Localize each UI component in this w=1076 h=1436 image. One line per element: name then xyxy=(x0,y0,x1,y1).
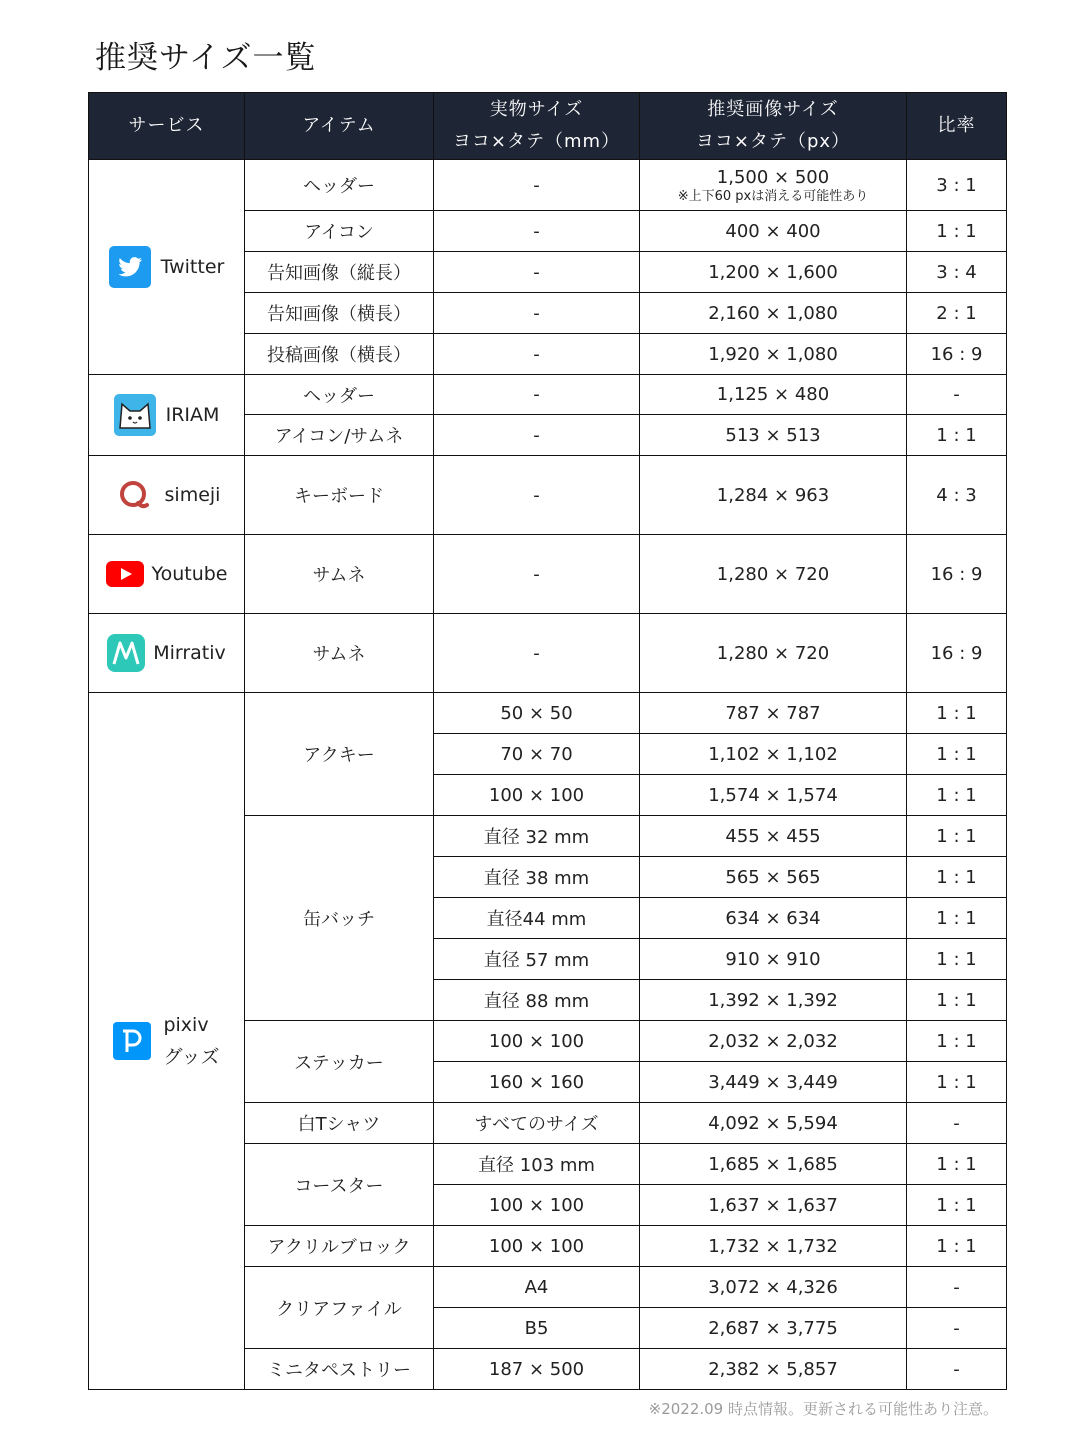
px-size-cell: 1,200 × 1,600 xyxy=(640,252,907,293)
item-cell: 缶バッチ xyxy=(245,816,434,1021)
actual-size-cell: 187 × 500 xyxy=(434,1349,640,1390)
table-row xyxy=(89,375,1007,415)
item-cell: アクリルブロック xyxy=(245,1226,434,1267)
px-size-cell xyxy=(640,160,907,211)
px-size-cell: 513 × 513 xyxy=(640,415,907,456)
px-size-cell: 3,072 × 4,326 xyxy=(640,1267,907,1308)
px-size-cell: 1,102 × 1,102 xyxy=(640,734,907,775)
header-recommended-line2: ヨコ×タテ（px） xyxy=(695,131,851,152)
table-row xyxy=(89,693,1007,734)
px-size-cell: 1,125 × 480 xyxy=(640,375,907,415)
header-recommended-line1: 推奨画像サイズ xyxy=(707,99,839,120)
actual-size-cell: 50 × 50 xyxy=(434,693,640,734)
px-size-cell: 1,280 × 720 xyxy=(640,535,907,614)
header-service: サービス xyxy=(89,93,245,160)
ratio-cell: 1 : 1 xyxy=(907,857,1007,898)
px-size-cell: 910 × 910 xyxy=(640,939,907,980)
ratio-cell: 4 : 3 xyxy=(907,456,1007,535)
table-row xyxy=(89,160,1007,211)
ratio-cell: 1 : 1 xyxy=(907,898,1007,939)
ratio-cell: 1 : 1 xyxy=(907,211,1007,252)
actual-size-cell: 直径 88 mm xyxy=(434,980,640,1021)
ratio-cell: 1 : 1 xyxy=(907,775,1007,816)
service-name-iriam: IRIAM xyxy=(165,404,220,426)
ratio-cell: 1 : 1 xyxy=(907,734,1007,775)
footer-note: ※2022.09 時点情報。更新される可能性あり注意。 xyxy=(648,1400,998,1418)
actual-size-cell: - xyxy=(434,334,640,375)
px-size-cell: 4,092 × 5,594 xyxy=(640,1103,907,1144)
actual-size-cell: すべてのサイズ xyxy=(434,1103,640,1144)
table-row xyxy=(89,456,1007,535)
ratio-cell: - xyxy=(907,1308,1007,1349)
service-name-pixiv xyxy=(163,1009,219,1073)
ratio-cell: 3 : 4 xyxy=(907,252,1007,293)
item-cell: ミニタペストリー xyxy=(245,1349,434,1390)
px-size-cell: 787 × 787 xyxy=(640,693,907,734)
header-item: アイテム xyxy=(245,93,434,160)
ratio-cell: - xyxy=(907,375,1007,415)
actual-size-cell: 直径 38 mm xyxy=(434,857,640,898)
px-size-cell: 2,687 × 3,775 xyxy=(640,1308,907,1349)
px-size-value: 1,500 × 500 xyxy=(716,166,830,188)
px-size-cell: 1,574 × 1,574 xyxy=(640,775,907,816)
mirrativ-m-icon xyxy=(107,634,145,672)
twitter-bird-icon xyxy=(109,246,151,288)
px-size-cell: 1,392 × 1,392 xyxy=(640,980,907,1021)
service-cell-mirrativ xyxy=(89,614,245,693)
ratio-cell: 1 : 1 xyxy=(907,1185,1007,1226)
px-size-cell: 1,280 × 720 xyxy=(640,614,907,693)
ratio-cell: 1 : 1 xyxy=(907,1062,1007,1103)
header-actual-line2: ヨコ×タテ（mm） xyxy=(452,131,621,152)
px-size-cell: 1,920 × 1,080 xyxy=(640,334,907,375)
header-actual-size xyxy=(434,93,640,160)
header-actual-line1: 実物サイズ xyxy=(489,99,584,120)
item-cell: サムネ xyxy=(245,614,434,693)
service-cell-twitter xyxy=(89,160,245,375)
px-size-cell: 634 × 634 xyxy=(640,898,907,939)
ratio-cell: 16 : 9 xyxy=(907,614,1007,693)
actual-size-cell: - xyxy=(434,160,640,211)
youtube-play-icon xyxy=(106,561,144,587)
item-cell: クリアファイル xyxy=(245,1267,434,1349)
item-cell: ヘッダー xyxy=(245,160,434,211)
item-cell: アイコン xyxy=(245,211,434,252)
ratio-cell: 16 : 9 xyxy=(907,334,1007,375)
item-cell: キーボード xyxy=(245,456,434,535)
actual-size-cell: 100 × 100 xyxy=(434,1226,640,1267)
service-name-pixiv-line1: pixiv xyxy=(163,1014,209,1036)
px-size-cell: 1,685 × 1,685 xyxy=(640,1144,907,1185)
ratio-cell: - xyxy=(907,1267,1007,1308)
item-cell: ヘッダー xyxy=(245,375,434,415)
ratio-cell: 1 : 1 xyxy=(907,980,1007,1021)
actual-size-cell: 100 × 100 xyxy=(434,1021,640,1062)
service-name-youtube: Youtube xyxy=(151,563,228,585)
ratio-cell: 2 : 1 xyxy=(907,293,1007,334)
item-cell: 白Tシャツ xyxy=(245,1103,434,1144)
actual-size-cell: B5 xyxy=(434,1308,640,1349)
actual-size-cell: 160 × 160 xyxy=(434,1062,640,1103)
actual-size-cell: - xyxy=(434,614,640,693)
header-ratio: 比率 xyxy=(907,93,1007,160)
table-row xyxy=(89,535,1007,614)
ratio-cell: 16 : 9 xyxy=(907,535,1007,614)
ratio-cell: 1 : 1 xyxy=(907,939,1007,980)
ratio-cell: - xyxy=(907,1349,1007,1390)
actual-size-cell: 70 × 70 xyxy=(434,734,640,775)
px-size-cell: 2,032 × 2,032 xyxy=(640,1021,907,1062)
px-size-cell: 1,284 × 963 xyxy=(640,456,907,535)
simeji-q-icon xyxy=(113,474,155,516)
px-size-cell: 2,382 × 5,857 xyxy=(640,1349,907,1390)
actual-size-cell: 直径 57 mm xyxy=(434,939,640,980)
service-name-mirrativ: Mirrativ xyxy=(153,642,226,664)
table-header-row xyxy=(89,93,1007,160)
ratio-cell: 1 : 1 xyxy=(907,1144,1007,1185)
actual-size-cell: - xyxy=(434,535,640,614)
page-title: 推奨サイズ一覧 xyxy=(95,40,317,76)
ratio-cell: 3 : 1 xyxy=(907,160,1007,211)
ratio-cell: 1 : 1 xyxy=(907,415,1007,456)
px-size-cell: 1,637 × 1,637 xyxy=(640,1185,907,1226)
ratio-cell: - xyxy=(907,1103,1007,1144)
px-size-cell: 3,449 × 3,449 xyxy=(640,1062,907,1103)
ratio-cell: 1 : 1 xyxy=(907,1226,1007,1267)
px-size-note: ※上下60 pxは消える可能性あり xyxy=(677,188,869,204)
px-size-cell: 565 × 565 xyxy=(640,857,907,898)
item-cell: 告知画像（横長） xyxy=(245,293,434,334)
service-cell-youtube xyxy=(89,535,245,614)
px-size-cell: 1,732 × 1,732 xyxy=(640,1226,907,1267)
item-cell: ステッカー xyxy=(245,1021,434,1103)
actual-size-cell: - xyxy=(434,456,640,535)
item-cell: 告知画像（縦長） xyxy=(245,252,434,293)
item-cell: アクキー xyxy=(245,693,434,816)
item-cell: コースター xyxy=(245,1144,434,1226)
px-size-cell: 455 × 455 xyxy=(640,816,907,857)
item-cell: アイコン/サムネ xyxy=(245,415,434,456)
ratio-cell: 1 : 1 xyxy=(907,693,1007,734)
size-table xyxy=(88,92,1007,1390)
service-name-pixiv-line2: グッズ xyxy=(163,1046,220,1068)
iriam-cat-icon xyxy=(114,394,156,436)
service-cell-iriam xyxy=(89,375,245,456)
header-recommended-size xyxy=(640,93,907,160)
actual-size-cell: - xyxy=(434,375,640,415)
actual-size-cell: - xyxy=(434,415,640,456)
actual-size-cell: - xyxy=(434,293,640,334)
actual-size-cell: - xyxy=(434,252,640,293)
item-cell: 投稿画像（横長） xyxy=(245,334,434,375)
ratio-cell: 1 : 1 xyxy=(907,1021,1007,1062)
actual-size-cell: A4 xyxy=(434,1267,640,1308)
actual-size-cell: 直径 32 mm xyxy=(434,816,640,857)
table-row xyxy=(89,614,1007,693)
actual-size-cell: - xyxy=(434,211,640,252)
px-size-cell: 2,160 × 1,080 xyxy=(640,293,907,334)
pixiv-p-icon xyxy=(113,1022,151,1060)
service-cell-pixiv xyxy=(89,693,245,1390)
service-name-simeji: simeji xyxy=(164,484,221,506)
px-size-cell: 400 × 400 xyxy=(640,211,907,252)
actual-size-cell: 直径 103 mm xyxy=(434,1144,640,1185)
item-cell: サムネ xyxy=(245,535,434,614)
service-name-twitter: Twitter xyxy=(160,256,225,278)
service-cell-simeji xyxy=(89,456,245,535)
actual-size-cell: 100 × 100 xyxy=(434,775,640,816)
actual-size-cell: 100 × 100 xyxy=(434,1185,640,1226)
ratio-cell: 1 : 1 xyxy=(907,816,1007,857)
actual-size-cell: 直径44 mm xyxy=(434,898,640,939)
